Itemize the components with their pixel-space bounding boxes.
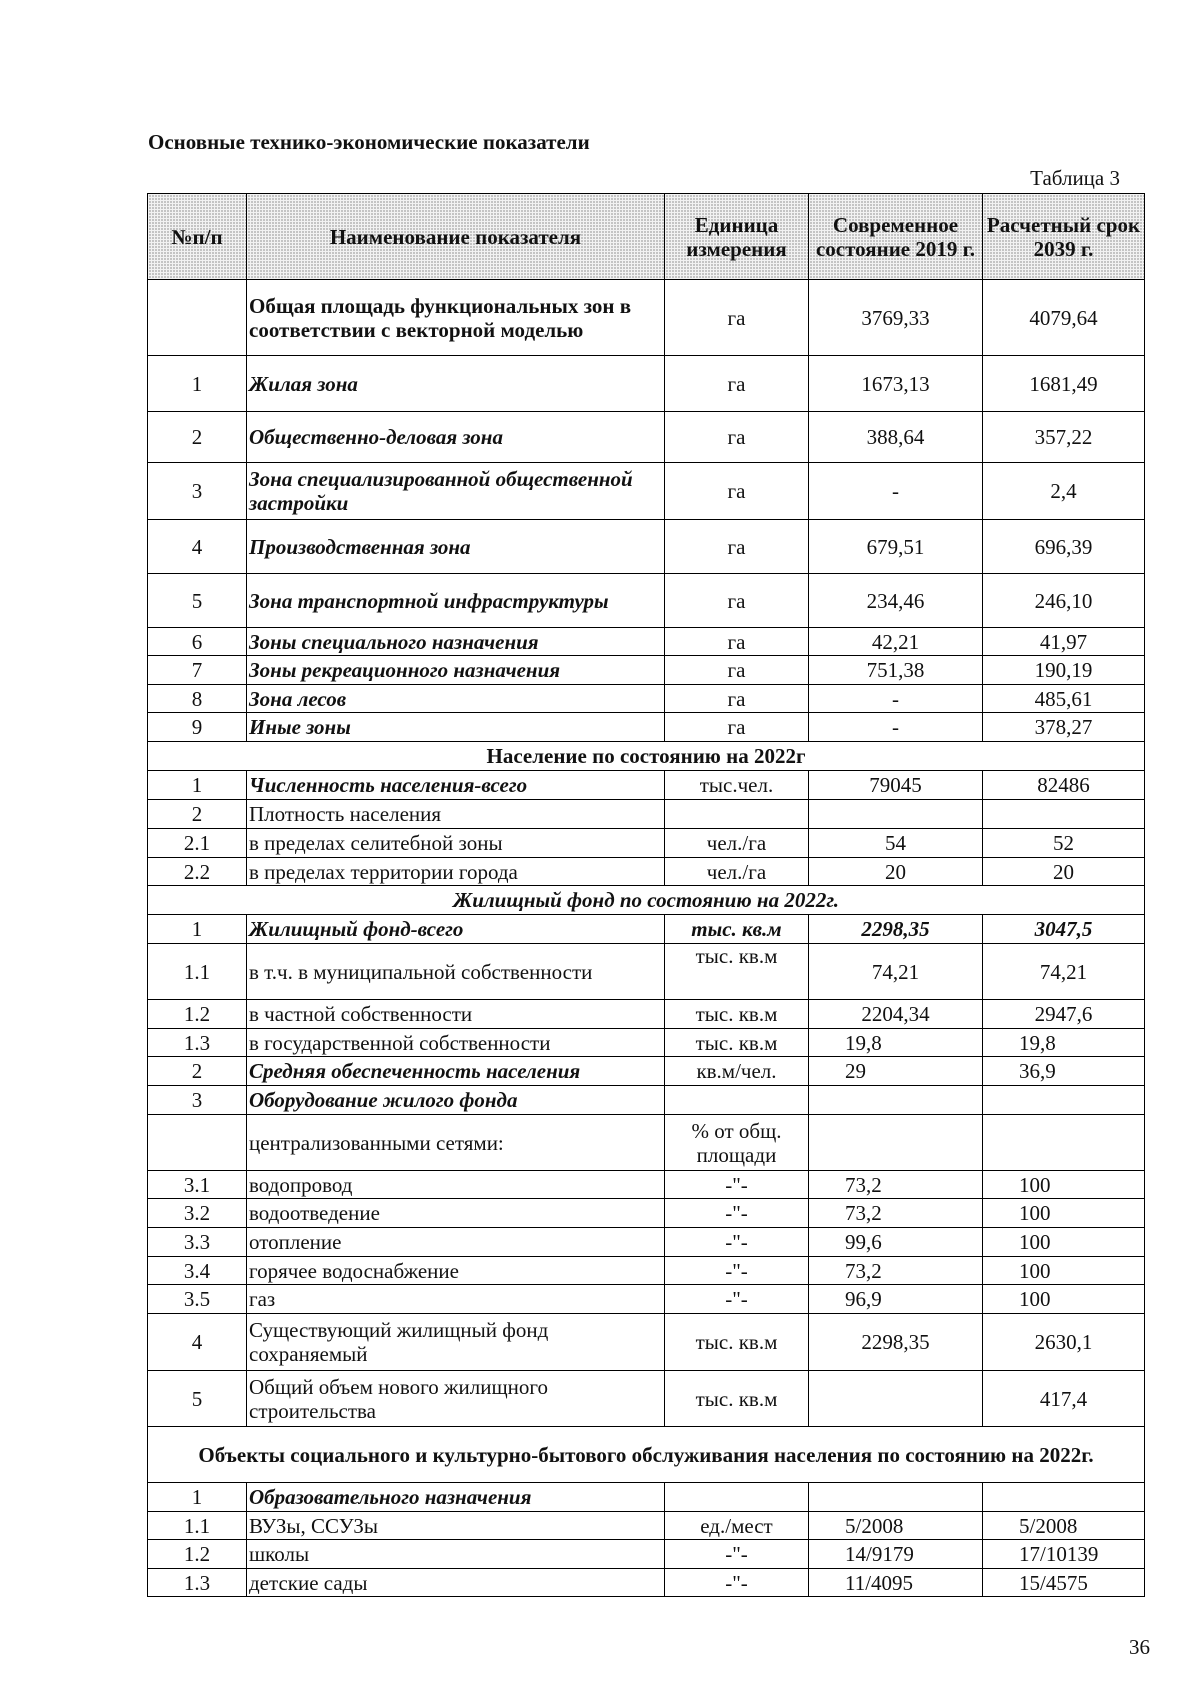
cell-unit: тыс. кв.м [665, 1029, 809, 1057]
cell-name: отопление [247, 1228, 665, 1257]
cell-name: централизованными сетями: [247, 1115, 665, 1171]
cell-target: 190,19 [983, 656, 1145, 685]
table-row [148, 771, 1145, 800]
cell-unit [665, 1086, 809, 1115]
cell-unit: га [665, 463, 809, 520]
cell-unit: -"- [665, 1257, 809, 1285]
cell-name: школы [247, 1540, 665, 1569]
cell-current: 54 [809, 829, 983, 858]
cell-current [809, 1086, 983, 1115]
table-row [148, 1086, 1145, 1115]
cell-unit: га [665, 685, 809, 713]
cell-current [809, 1483, 983, 1512]
page-title: Основные технико-экономические показатели [148, 130, 590, 154]
cell-target: 485,61 [983, 685, 1145, 713]
cell-name: Зоны рекреационного назначения [247, 656, 665, 685]
table-row [148, 1540, 1145, 1569]
table-row [148, 1285, 1145, 1314]
cell-target: 15/4575 [983, 1569, 1145, 1597]
table-row [148, 944, 1145, 1000]
cell-unit: га [665, 628, 809, 656]
table-header-row [148, 194, 1145, 280]
cell-unit: ед./мест [665, 1512, 809, 1540]
cell-name: Зона специализированной общественной застройки [247, 463, 665, 520]
table-row [148, 1569, 1145, 1597]
table-row [148, 1371, 1145, 1427]
header-target: Расчетный срок 2039 г. [983, 194, 1145, 280]
cell-num: 3 [148, 463, 247, 520]
cell-name: водопровод [247, 1171, 665, 1199]
cell-num: 1.1 [148, 944, 247, 1000]
table-row [148, 1512, 1145, 1540]
cell-unit: тыс. кв.м [665, 915, 809, 944]
cell-num: 5 [148, 574, 247, 628]
cell-current: 11/4095 [809, 1569, 983, 1597]
cell-target: 378,27 [983, 713, 1145, 742]
cell-name: горячее водоснабжение [247, 1257, 665, 1285]
table-row [148, 1000, 1145, 1029]
table-row [148, 356, 1145, 412]
section-row [148, 1427, 1145, 1483]
cell-current: - [809, 685, 983, 713]
cell-current: 5/2008 [809, 1512, 983, 1540]
cell-current: 388,64 [809, 412, 983, 463]
cell-name: в пределах селитебной зоны [247, 829, 665, 858]
cell-name: газ [247, 1285, 665, 1314]
cell-num: 1.3 [148, 1569, 247, 1597]
cell-current: 73,2 [809, 1257, 983, 1285]
cell-name: Образовательного назначения [247, 1483, 665, 1512]
cell-target: 19,8 [983, 1029, 1145, 1057]
cell-current: 234,46 [809, 574, 983, 628]
cell-target [983, 1483, 1145, 1512]
table-caption: Таблица 3 [1030, 166, 1120, 190]
cell-num: 3.5 [148, 1285, 247, 1314]
cell-name: Существующий жилищный фонд сохраняемый [247, 1314, 665, 1371]
cell-unit: га [665, 356, 809, 412]
table-row [148, 656, 1145, 685]
cell-target [983, 800, 1145, 829]
section-row [148, 742, 1145, 771]
header-unit: Единица измерения [665, 194, 809, 280]
cell-target: 2947,6 [983, 1000, 1145, 1029]
cell-target: 696,39 [983, 520, 1145, 574]
cell-target: 2630,1 [983, 1314, 1145, 1371]
cell-target: 20 [983, 858, 1145, 886]
cell-name: в т.ч. в муниципальной собственности [247, 944, 665, 1000]
cell-name: в государственной собственности [247, 1029, 665, 1057]
cell-current: 19,8 [809, 1029, 983, 1057]
cell-unit: чел./га [665, 858, 809, 886]
cell-num: 3.2 [148, 1199, 247, 1228]
cell-current: 751,38 [809, 656, 983, 685]
cell-name: Зона транспортной инфраструктуры [247, 574, 665, 628]
table-row [148, 1314, 1145, 1371]
cell-current: 14/9179 [809, 1540, 983, 1569]
table-row [148, 915, 1145, 944]
cell-name: Зоны специального назначения [247, 628, 665, 656]
cell-num: 2 [148, 800, 247, 829]
cell-num [148, 1115, 247, 1171]
cell-name: Плотность населения [247, 800, 665, 829]
cell-unit: -"- [665, 1199, 809, 1228]
cell-num: 6 [148, 628, 247, 656]
cell-name: детские сады [247, 1569, 665, 1597]
table-row [148, 1057, 1145, 1086]
cell-current: 29 [809, 1057, 983, 1086]
cell-current: - [809, 463, 983, 520]
cell-unit: тыс. кв.м [665, 1371, 809, 1427]
table-row [148, 520, 1145, 574]
cell-current [809, 1371, 983, 1427]
cell-unit: га [665, 280, 809, 356]
cell-name: Зона лесов [247, 685, 665, 713]
table-row [148, 1171, 1145, 1199]
cell-num: 1 [148, 915, 247, 944]
section-title: Жилищный фонд по состоянию на 2022г. [148, 886, 1145, 915]
cell-num: 1.2 [148, 1000, 247, 1029]
cell-unit: -"- [665, 1569, 809, 1597]
cell-current: 96,9 [809, 1285, 983, 1314]
table-row [148, 280, 1145, 356]
cell-num: 4 [148, 1314, 247, 1371]
table-row [148, 1257, 1145, 1285]
table-row [148, 1115, 1145, 1171]
cell-unit: га [665, 656, 809, 685]
cell-unit: кв.м/чел. [665, 1057, 809, 1086]
cell-name: Общественно-деловая зона [247, 412, 665, 463]
cell-unit: -"- [665, 1285, 809, 1314]
cell-current: 73,2 [809, 1171, 983, 1199]
cell-num: 2.2 [148, 858, 247, 886]
cell-current: 1673,13 [809, 356, 983, 412]
page-number: 36 [1129, 1635, 1150, 1659]
cell-num: 2 [148, 412, 247, 463]
cell-target [983, 1115, 1145, 1171]
cell-target: 100 [983, 1285, 1145, 1314]
table-body [148, 280, 1145, 1597]
table-row [148, 858, 1145, 886]
cell-target [983, 1086, 1145, 1115]
cell-num: 1 [148, 356, 247, 412]
cell-unit: % от общ. площади [665, 1115, 809, 1171]
cell-current: 2298,35 [809, 915, 983, 944]
cell-target: 82486 [983, 771, 1145, 800]
cell-unit: тыс. кв.м [665, 1314, 809, 1371]
table-row [148, 574, 1145, 628]
cell-name: Общая площадь функциональных зон в соответствии с векторной моделью [247, 280, 665, 356]
cell-target: 1681,49 [983, 356, 1145, 412]
cell-target: 100 [983, 1257, 1145, 1285]
cell-target: 17/10139 [983, 1540, 1145, 1569]
cell-num: 9 [148, 713, 247, 742]
cell-unit [665, 1483, 809, 1512]
cell-num: 3.4 [148, 1257, 247, 1285]
section-row [148, 886, 1145, 915]
cell-unit: -"- [665, 1540, 809, 1569]
table-row [148, 829, 1145, 858]
cell-current: 2298,35 [809, 1314, 983, 1371]
cell-current: 3769,33 [809, 280, 983, 356]
table-row [148, 1228, 1145, 1257]
cell-current: 73,2 [809, 1199, 983, 1228]
table-row [148, 412, 1145, 463]
cell-name: в пределах территории города [247, 858, 665, 886]
indicators-table [147, 193, 1145, 1597]
cell-num: 1 [148, 1483, 247, 1512]
cell-name: ВУЗы, ССУЗы [247, 1512, 665, 1540]
cell-name: водоотведение [247, 1199, 665, 1228]
cell-target: 2,4 [983, 463, 1145, 520]
cell-current [809, 1115, 983, 1171]
cell-unit: тыс.чел. [665, 771, 809, 800]
cell-num: 1.2 [148, 1540, 247, 1569]
header-name: Наименование показателя [247, 194, 665, 280]
cell-num: 1.1 [148, 1512, 247, 1540]
cell-num: 5 [148, 1371, 247, 1427]
header-num: №п/п [148, 194, 247, 280]
cell-num: 1 [148, 771, 247, 800]
cell-target: 417,4 [983, 1371, 1145, 1427]
cell-unit: чел./га [665, 829, 809, 858]
cell-target: 41,97 [983, 628, 1145, 656]
cell-unit: тыс. кв.м [665, 1000, 809, 1029]
cell-target: 246,10 [983, 574, 1145, 628]
cell-unit: га [665, 412, 809, 463]
table-row [148, 800, 1145, 829]
cell-unit: тыс. кв.м [665, 944, 809, 1000]
cell-num: 2 [148, 1057, 247, 1086]
cell-unit [665, 800, 809, 829]
cell-num [148, 280, 247, 356]
cell-current: 20 [809, 858, 983, 886]
cell-name: Производственная зона [247, 520, 665, 574]
cell-target: 5/2008 [983, 1512, 1145, 1540]
header-current: Современное состояние 2019 г. [809, 194, 983, 280]
cell-unit: га [665, 574, 809, 628]
cell-name: Жилищный фонд-всего [247, 915, 665, 944]
cell-target: 4079,64 [983, 280, 1145, 356]
cell-name: Средняя обеспеченность населения [247, 1057, 665, 1086]
cell-current: 99,6 [809, 1228, 983, 1257]
cell-name: в частной собственности [247, 1000, 665, 1029]
cell-current: 79045 [809, 771, 983, 800]
cell-target: 100 [983, 1199, 1145, 1228]
cell-name: Численность населения-всего [247, 771, 665, 800]
cell-current: 74,21 [809, 944, 983, 1000]
cell-num: 3.1 [148, 1171, 247, 1199]
cell-target: 357,22 [983, 412, 1145, 463]
cell-current: - [809, 713, 983, 742]
cell-num: 4 [148, 520, 247, 574]
table-row [148, 1483, 1145, 1512]
cell-unit: га [665, 520, 809, 574]
table-row [148, 713, 1145, 742]
section-title: Население по состоянию на 2022г [148, 742, 1145, 771]
table-row [148, 1199, 1145, 1228]
cell-unit: га [665, 713, 809, 742]
cell-name: Оборудование жилого фонда [247, 1086, 665, 1115]
table-row [148, 685, 1145, 713]
cell-current [809, 800, 983, 829]
cell-current: 679,51 [809, 520, 983, 574]
cell-target: 52 [983, 829, 1145, 858]
cell-num: 3 [148, 1086, 247, 1115]
cell-current: 42,21 [809, 628, 983, 656]
cell-num: 2.1 [148, 829, 247, 858]
cell-name: Жилая зона [247, 356, 665, 412]
cell-unit: -"- [665, 1171, 809, 1199]
cell-target: 100 [983, 1228, 1145, 1257]
cell-num: 3.3 [148, 1228, 247, 1257]
cell-current: 2204,34 [809, 1000, 983, 1029]
cell-target: 3047,5 [983, 915, 1145, 944]
cell-target: 74,21 [983, 944, 1145, 1000]
cell-num: 8 [148, 685, 247, 713]
table-row [148, 628, 1145, 656]
cell-num: 7 [148, 656, 247, 685]
cell-unit: -"- [665, 1228, 809, 1257]
cell-name: Общий объем нового жилищного строительства [247, 1371, 665, 1427]
table-row [148, 463, 1145, 520]
table-row [148, 1029, 1145, 1057]
cell-num: 1.3 [148, 1029, 247, 1057]
cell-target: 100 [983, 1171, 1145, 1199]
cell-target: 36,9 [983, 1057, 1145, 1086]
cell-name: Иные зоны [247, 713, 665, 742]
section-title: Объекты социального и культурно-бытового обслуживания населения по состоянию на 2022г. [148, 1427, 1145, 1483]
